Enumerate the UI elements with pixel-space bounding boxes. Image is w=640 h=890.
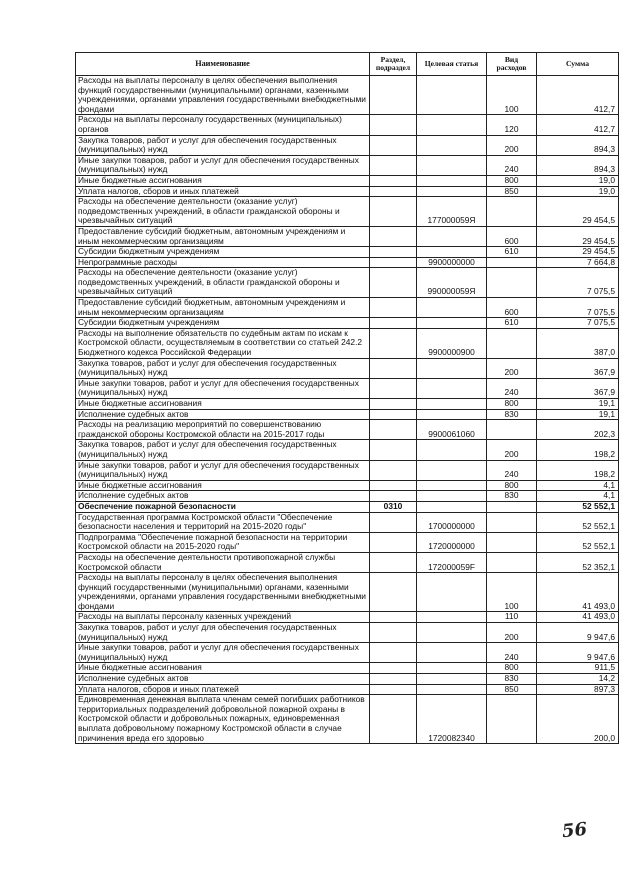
header-type: Вид расходов — [487, 53, 537, 76]
cell-section — [370, 378, 417, 398]
table-header — [76, 53, 619, 76]
cell-sum: 52 552,1 — [537, 512, 619, 532]
cell-name: Расходы на реализацию мероприятий по совершенствованию гражданской обороны Костромской области на 2015-2017 годы — [76, 420, 370, 440]
cell-section — [370, 135, 417, 155]
cell-sum: 412,7 — [537, 76, 619, 115]
table-row — [76, 247, 619, 258]
cell-name: Закупка товаров, работ и услуг для обеспечения государственных (муниципальных) нужд — [76, 440, 370, 460]
cell-target — [417, 378, 487, 398]
table-row — [76, 684, 619, 695]
cell-sum: 198,2 — [537, 440, 619, 460]
cell-target — [417, 612, 487, 623]
cell-name: Обеспечение пожарной безопасности — [76, 501, 370, 512]
cell-name: Расходы на обеспечение деятельности противопожарной службы Костромской области — [76, 552, 370, 572]
cell-sum: 52 352,1 — [537, 552, 619, 572]
cell-section — [370, 155, 417, 175]
cell-name: Предоставление субсидий бюджетным, автономным учреждениям и иным некоммерческим организациям — [76, 226, 370, 246]
cell-type: 240 — [487, 460, 537, 480]
cell-type: 830 — [487, 674, 537, 685]
cell-type: 200 — [487, 440, 537, 460]
cell-target — [417, 76, 487, 115]
table-row — [76, 115, 619, 135]
cell-type — [487, 268, 537, 298]
table-row — [76, 328, 619, 358]
cell-section — [370, 247, 417, 258]
cell-target — [417, 409, 487, 420]
cell-target — [417, 135, 487, 155]
cell-sum: 19,1 — [537, 399, 619, 410]
header-sum: Сумма — [537, 53, 619, 76]
cell-type: 200 — [487, 623, 537, 643]
table-row — [76, 186, 619, 197]
page-number: 56 — [560, 818, 589, 843]
cell-type: 830 — [487, 409, 537, 420]
cell-type: 800 — [487, 663, 537, 674]
table-row — [76, 501, 619, 512]
cell-sum: 202,3 — [537, 420, 619, 440]
cell-sum: 14,2 — [537, 674, 619, 685]
cell-name: Иные бюджетные ассигнования — [76, 399, 370, 410]
cell-name: Расходы на выплаты персоналу в целях обеспечения выполнения функций государственными (муниципальными) органами, казенными учреждениями, органами управления государственными внебюджетными фондами — [76, 573, 370, 612]
table-row — [76, 512, 619, 532]
cell-section — [370, 440, 417, 460]
table-row — [76, 623, 619, 643]
cell-target: 172000059F — [417, 552, 487, 572]
table-row — [76, 155, 619, 175]
header-section: Раздел, подраздел — [370, 53, 417, 76]
cell-target: 177000059Я — [417, 197, 487, 227]
header-target: Целевая статья — [417, 53, 487, 76]
cell-type: 610 — [487, 318, 537, 329]
cell-name: Иные бюджетные ассигнования — [76, 663, 370, 674]
cell-target — [417, 663, 487, 674]
cell-target — [417, 684, 487, 695]
cell-type — [487, 257, 537, 268]
cell-type: 800 — [487, 399, 537, 410]
cell-name: Иные закупки товаров, работ и услуг для обеспечения государственных (муниципальных) нужд — [76, 643, 370, 663]
cell-target — [417, 460, 487, 480]
table-row — [76, 573, 619, 612]
cell-name: Непрограммные расходы — [76, 257, 370, 268]
cell-sum: 911,5 — [537, 663, 619, 674]
cell-name: Исполнение судебных актов — [76, 674, 370, 685]
cell-target — [417, 643, 487, 663]
cell-sum: 7 075,5 — [537, 298, 619, 318]
table-row — [76, 226, 619, 246]
cell-target — [417, 115, 487, 135]
cell-type: 240 — [487, 155, 537, 175]
cell-type: 240 — [487, 378, 537, 398]
cell-sum: 9 947,6 — [537, 623, 619, 643]
cell-sum: 41 493,0 — [537, 573, 619, 612]
cell-name: Иные закупки товаров, работ и услуг для обеспечения государственных (муниципальных) нужд — [76, 155, 370, 175]
cell-name: Предоставление субсидий бюджетным, автономным учреждениям и иным некоммерческим организациям — [76, 298, 370, 318]
cell-section — [370, 298, 417, 318]
table-row — [76, 612, 619, 623]
table-row — [76, 460, 619, 480]
table-row — [76, 532, 619, 552]
cell-name: Единовременная денежная выплата членам семей погибших работников территориальных подразделений добровольной пожарной охраны в Костромской области и добровольных пожарных, единовременная выплата добровольному пожарному Костромской области в случае причинения вреда его здоровью — [76, 695, 370, 744]
table-row — [76, 268, 619, 298]
cell-type: 850 — [487, 684, 537, 695]
cell-name: Расходы на обеспечение деятельности (оказание услуг) подведомственных учреждений, в области гражданской обороны и чрезвычайных ситуаций — [76, 268, 370, 298]
cell-section — [370, 663, 417, 674]
cell-sum: 198,2 — [537, 460, 619, 480]
cell-type — [487, 420, 537, 440]
cell-name: Закупка товаров, работ и услуг для обеспечения государственных (муниципальных) нужд — [76, 135, 370, 155]
cell-sum: 894,3 — [537, 155, 619, 175]
cell-sum: 52 552,1 — [537, 501, 619, 512]
cell-target: 9900000000 — [417, 257, 487, 268]
cell-type: 830 — [487, 491, 537, 502]
cell-sum: 894,3 — [537, 135, 619, 155]
cell-name: Уплата налогов, сборов и иных платежей — [76, 684, 370, 695]
cell-target — [417, 298, 487, 318]
header-row — [76, 53, 619, 76]
cell-type — [487, 328, 537, 358]
cell-name: Закупка товаров, работ и услуг для обеспечения государственных (муниципальных) нужд — [76, 623, 370, 643]
table-row — [76, 440, 619, 460]
cell-section — [370, 552, 417, 572]
cell-sum: 4,1 — [537, 480, 619, 491]
table-row — [76, 491, 619, 502]
cell-target: 990000059Я — [417, 268, 487, 298]
cell-section — [370, 399, 417, 410]
cell-name: Расходы на выплаты персоналу казенных учреждений — [76, 612, 370, 623]
table-row — [76, 695, 619, 744]
header-name: Наименование — [76, 53, 370, 76]
table-row — [76, 480, 619, 491]
cell-sum: 29 454,5 — [537, 197, 619, 227]
cell-type: 800 — [487, 480, 537, 491]
cell-section — [370, 623, 417, 643]
cell-sum: 19,1 — [537, 409, 619, 420]
table-row — [76, 298, 619, 318]
cell-type: 200 — [487, 358, 537, 378]
cell-section — [370, 532, 417, 552]
cell-type: 200 — [487, 135, 537, 155]
cell-type: 600 — [487, 298, 537, 318]
cell-target — [417, 226, 487, 246]
cell-type: 850 — [487, 186, 537, 197]
cell-section — [370, 358, 417, 378]
cell-sum: 7 075,5 — [537, 268, 619, 298]
cell-sum: 41 493,0 — [537, 612, 619, 623]
table-row — [76, 257, 619, 268]
cell-sum: 200,0 — [537, 695, 619, 744]
cell-name: Иные закупки товаров, работ и услуг для обеспечения государственных (муниципальных) нужд — [76, 378, 370, 398]
cell-sum: 367,9 — [537, 378, 619, 398]
cell-sum: 29 454,5 — [537, 247, 619, 258]
table-row — [76, 197, 619, 227]
table-row — [76, 318, 619, 329]
cell-target: 9900061060 — [417, 420, 487, 440]
cell-sum: 9 947,6 — [537, 643, 619, 663]
cell-target — [417, 501, 487, 512]
cell-sum: 412,7 — [537, 115, 619, 135]
cell-name: Иные бюджетные ассигнования — [76, 480, 370, 491]
cell-target — [417, 491, 487, 502]
cell-type: 120 — [487, 115, 537, 135]
cell-type — [487, 552, 537, 572]
cell-section — [370, 420, 417, 440]
cell-section — [370, 573, 417, 612]
cell-type — [487, 695, 537, 744]
cell-target — [417, 674, 487, 685]
cell-name: Уплата налогов, сборов и иных платежей — [76, 186, 370, 197]
cell-type: 110 — [487, 612, 537, 623]
cell-name: Иные бюджетные ассигнования — [76, 175, 370, 186]
cell-section — [370, 175, 417, 186]
cell-target — [417, 358, 487, 378]
cell-section — [370, 115, 417, 135]
table-row — [76, 358, 619, 378]
cell-type — [487, 197, 537, 227]
cell-sum: 7 664,8 — [537, 257, 619, 268]
cell-target — [417, 573, 487, 612]
cell-target — [417, 623, 487, 643]
cell-section — [370, 409, 417, 420]
cell-type: 240 — [487, 643, 537, 663]
cell-sum: 7 075,5 — [537, 318, 619, 329]
cell-section — [370, 328, 417, 358]
cell-section — [370, 674, 417, 685]
cell-name: Субсидии бюджетным учреждениям — [76, 318, 370, 329]
cell-target — [417, 440, 487, 460]
cell-name: Исполнение судебных актов — [76, 409, 370, 420]
cell-section — [370, 76, 417, 115]
cell-section — [370, 480, 417, 491]
cell-name: Расходы на обеспечение деятельности (оказание услуг) подведомственных учреждений, в области гражданской обороны и чрезвычайных ситуаций — [76, 197, 370, 227]
cell-sum: 29 454,5 — [537, 226, 619, 246]
cell-name: Расходы на выплаты персоналу в целях обеспечения выполнения функций государственными (муниципальными) органами, казенными учреждениями, органами управления государственными внебюджетными фондами — [76, 76, 370, 115]
cell-type: 800 — [487, 175, 537, 186]
cell-section — [370, 257, 417, 268]
cell-name: Закупка товаров, работ и услуг для обеспечения государственных (муниципальных) нужд — [76, 358, 370, 378]
cell-target — [417, 186, 487, 197]
cell-type — [487, 532, 537, 552]
cell-section — [370, 512, 417, 532]
table-row — [76, 409, 619, 420]
cell-type — [487, 501, 537, 512]
table-row — [76, 420, 619, 440]
cell-target — [417, 247, 487, 258]
cell-section — [370, 643, 417, 663]
cell-name: Субсидии бюджетным учреждениям — [76, 247, 370, 258]
table-row — [76, 552, 619, 572]
table-row — [76, 135, 619, 155]
cell-target — [417, 480, 487, 491]
cell-target — [417, 155, 487, 175]
cell-name: Подпрограмма "Обеспечение пожарной безопасности на территории Костромской области на 2015-2020 годы" — [76, 532, 370, 552]
cell-target — [417, 318, 487, 329]
cell-section: 0310 — [370, 501, 417, 512]
cell-name: Расходы на выполнение обязательств по судебным актам по искам к Костромской области, осуществляемым в соответствии со статьей 242.2 Бюджетного кодекса Российской Федерации — [76, 328, 370, 358]
cell-name: Расходы на выплаты персоналу государственных (муниципальных) органов — [76, 115, 370, 135]
table-row — [76, 663, 619, 674]
cell-name: Исполнение судебных актов — [76, 491, 370, 502]
cell-type: 610 — [487, 247, 537, 258]
cell-name: Иные закупки товаров, работ и услуг для обеспечения государственных (муниципальных) нужд — [76, 460, 370, 480]
cell-target: 1720082340 — [417, 695, 487, 744]
cell-sum: 367,9 — [537, 358, 619, 378]
cell-name: Государственная программа Костромской области "Обеспечение безопасности населения и территорий на 2015-2020 годы" — [76, 512, 370, 532]
cell-section — [370, 491, 417, 502]
cell-type: 100 — [487, 573, 537, 612]
cell-section — [370, 226, 417, 246]
cell-section — [370, 460, 417, 480]
cell-target — [417, 175, 487, 186]
table-row — [76, 76, 619, 115]
table-row — [76, 175, 619, 186]
cell-type: 600 — [487, 226, 537, 246]
cell-sum: 19,0 — [537, 186, 619, 197]
cell-type — [487, 512, 537, 532]
budget-table — [75, 52, 619, 744]
cell-type: 100 — [487, 76, 537, 115]
cell-section — [370, 684, 417, 695]
cell-sum: 52 552,1 — [537, 532, 619, 552]
cell-section — [370, 268, 417, 298]
table-row — [76, 399, 619, 410]
table-row — [76, 674, 619, 685]
cell-section — [370, 695, 417, 744]
table-row — [76, 643, 619, 663]
cell-target: 1700000000 — [417, 512, 487, 532]
cell-target — [417, 399, 487, 410]
cell-sum: 19,0 — [537, 175, 619, 186]
cell-target: 1720000000 — [417, 532, 487, 552]
cell-sum: 897,3 — [537, 684, 619, 695]
cell-section — [370, 197, 417, 227]
cell-target: 9900000900 — [417, 328, 487, 358]
cell-section — [370, 612, 417, 623]
cell-section — [370, 318, 417, 329]
cell-sum: 387,0 — [537, 328, 619, 358]
table-body — [76, 76, 619, 744]
table-row — [76, 378, 619, 398]
cell-section — [370, 186, 417, 197]
cell-sum: 4,1 — [537, 491, 619, 502]
